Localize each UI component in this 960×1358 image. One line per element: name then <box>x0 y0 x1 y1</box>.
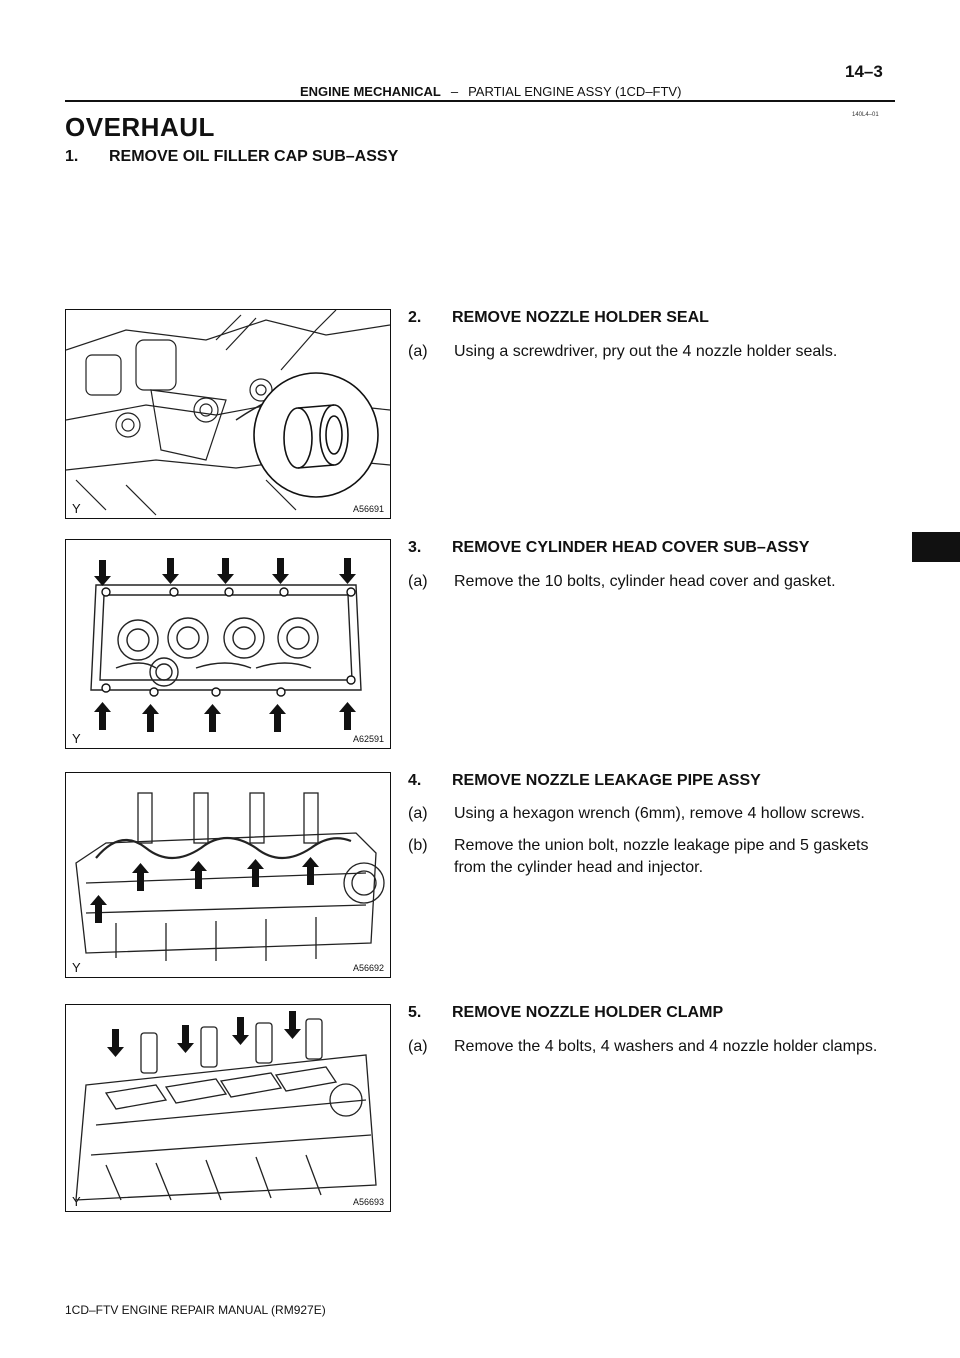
head-cover-illustration <box>66 540 390 748</box>
step-title: REMOVE OIL FILLER CAP SUB–ASSY <box>109 148 399 165</box>
section-tab-marker <box>912 532 960 562</box>
figure-code: A62591 <box>352 734 384 744</box>
figure-cylinder-head-cover <box>65 539 391 749</box>
step-5-heading <box>408 1004 723 1022</box>
step-title: REMOVE NOZZLE LEAKAGE PIPE ASSY <box>452 772 761 789</box>
doc-code: 140L4–01 <box>852 112 879 118</box>
page-footer: 1CD–FTV ENGINE REPAIR MANUAL (RM927E) <box>65 1303 326 1317</box>
sub-label: (a) <box>408 805 428 822</box>
step-1-heading <box>65 148 398 166</box>
running-header <box>300 84 681 99</box>
header-subsection: PARTIAL ENGINE ASSY (1CD–FTV) <box>468 84 682 99</box>
sub-label: (a) <box>408 573 428 590</box>
step-title: REMOVE NOZZLE HOLDER SEAL <box>452 309 709 326</box>
step-number: 2. <box>408 309 422 326</box>
engine-illustration <box>66 310 390 518</box>
figure-nozzle-leakage-pipe <box>65 772 391 978</box>
figure-code: A56691 <box>352 504 384 514</box>
step-2-heading <box>408 309 709 327</box>
sub-label: (a) <box>408 1038 428 1055</box>
figure-code: A56693 <box>352 1197 384 1207</box>
step-2a <box>408 341 898 363</box>
step-number: 1. <box>65 148 79 165</box>
header-section: ENGINE MECHANICAL <box>300 84 441 99</box>
clamp-illustration <box>66 1005 390 1211</box>
header-rule <box>65 100 895 102</box>
header-separator: – <box>450 84 459 99</box>
sub-text: Using a screwdriver, pry out the 4 nozzle holder seals. <box>454 343 838 360</box>
step-number: 3. <box>408 539 422 556</box>
step-4b <box>408 835 898 879</box>
step-3a <box>408 571 898 593</box>
sub-text: Remove the 10 bolts, cylinder head cover and gasket. <box>454 573 836 590</box>
page-number: 14–3 <box>845 62 883 81</box>
step-number: 4. <box>408 772 422 789</box>
figure-nozzle-holder-seal <box>65 309 391 519</box>
screw-arrows <box>90 857 319 923</box>
sub-text: Remove the union bolt, nozzle leakage pipe and 5 gaskets from the cylinder head and injector. <box>454 837 869 876</box>
step-title: REMOVE CYLINDER HEAD COVER SUB–ASSY <box>452 539 810 556</box>
sub-text: Remove the 4 bolts, 4 washers and 4 nozzle holder clamps. <box>454 1038 878 1055</box>
figure-marker: Y <box>72 501 81 516</box>
leakage-pipe-illustration <box>66 773 390 977</box>
step-4-heading <box>408 772 761 790</box>
sub-label: (a) <box>408 343 428 360</box>
step-title: REMOVE NOZZLE HOLDER CLAMP <box>452 1004 724 1021</box>
step-4a <box>408 803 898 825</box>
sub-text: Using a hexagon wrench (6mm), remove 4 hollow screws. <box>454 805 865 822</box>
step-3-heading <box>408 539 809 557</box>
figure-nozzle-holder-clamp <box>65 1004 391 1212</box>
figure-marker: Y <box>72 1194 81 1209</box>
sub-label: (b) <box>408 837 428 854</box>
step-number: 5. <box>408 1004 422 1021</box>
step-5a <box>408 1036 898 1058</box>
figure-marker: Y <box>72 960 81 975</box>
figure-code: A56692 <box>352 963 384 973</box>
page-title: OVERHAUL <box>65 112 215 142</box>
figure-marker: Y <box>72 731 81 746</box>
